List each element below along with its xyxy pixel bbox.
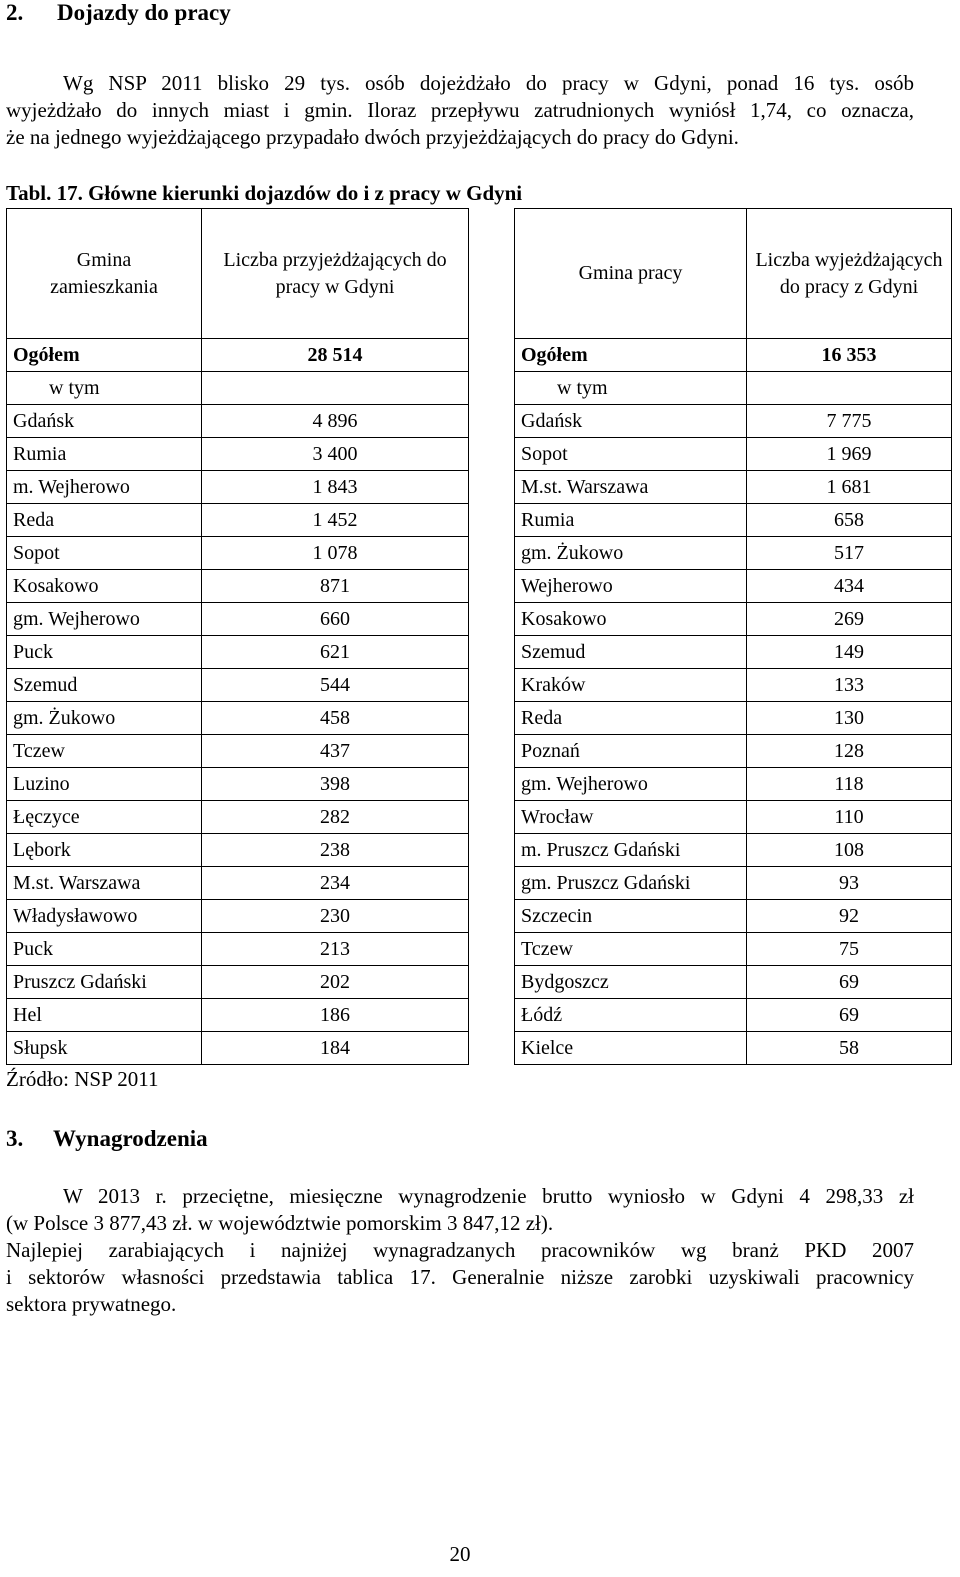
section-heading-3 [6, 1126, 208, 1152]
table-row [515, 471, 952, 504]
total-label: Ogółem [7, 339, 202, 372]
table-row [515, 603, 952, 636]
table-row [515, 999, 952, 1032]
total-value: 16 353 [747, 339, 952, 372]
row-name: Szemud [515, 636, 747, 669]
row-name: Łęczyce [7, 801, 202, 834]
table-row [7, 438, 469, 471]
table-row [515, 669, 952, 702]
table-row [515, 768, 952, 801]
row-value: 437 [202, 735, 469, 768]
table-row [515, 702, 952, 735]
row-value: 75 [747, 933, 952, 966]
table-row [7, 405, 469, 438]
row-value: 234 [202, 867, 469, 900]
row-name: gm. Wejherowo [7, 603, 202, 636]
commuters-in-table [6, 208, 469, 1065]
row-value: 69 [747, 966, 952, 999]
table-row [515, 735, 952, 768]
row-name: Władysławowo [7, 900, 202, 933]
row-value: 184 [202, 1032, 469, 1065]
table-row [7, 702, 469, 735]
table-row [7, 834, 469, 867]
table-row [515, 537, 952, 570]
row-value: 110 [747, 801, 952, 834]
row-value: 458 [202, 702, 469, 735]
table-row [7, 603, 469, 636]
row-name: Pruszcz Gdański [7, 966, 202, 999]
wages-line-2: (w Polsce 3 877,43 zł. w województwie pomorskim 3 847,12 zł). [6, 1211, 554, 1235]
row-name: Reda [7, 504, 202, 537]
row-name: Hel [7, 999, 202, 1032]
row-value: 202 [202, 966, 469, 999]
subtotal-row [515, 372, 952, 405]
row-name: Kielce [515, 1032, 747, 1065]
total-row [7, 339, 469, 372]
header-liczba-wyjezdzajacych: Liczba wyjeżdżających do pracy z Gdyni [747, 209, 952, 339]
table-header-row [515, 209, 952, 339]
row-value: 1 452 [202, 504, 469, 537]
table-row [7, 933, 469, 966]
wages-line-1: W 2013 r. przeciętne, miesięczne wynagrodzenie brutto wyniosło w Gdyni 4 298,33 zł [63, 1184, 914, 1208]
total-label: Ogółem [515, 339, 747, 372]
row-name: Poznań [515, 735, 747, 768]
row-name: Wejherowo [515, 570, 747, 603]
row-name: gm. Pruszcz Gdański [515, 867, 747, 900]
row-name: Puck [7, 933, 202, 966]
section-heading-2 [6, 0, 231, 26]
row-value: 133 [747, 669, 952, 702]
total-value: 28 514 [202, 339, 469, 372]
row-name: Rumia [515, 504, 747, 537]
table-row [515, 636, 952, 669]
row-name: Szczecin [515, 900, 747, 933]
row-name: m. Pruszcz Gdański [515, 834, 747, 867]
row-value: 238 [202, 834, 469, 867]
row-value: 1 969 [747, 438, 952, 471]
row-value: 4 896 [202, 405, 469, 438]
row-value: 213 [202, 933, 469, 966]
table-row [515, 933, 952, 966]
row-value: 130 [747, 702, 952, 735]
row-name: Kosakowo [515, 603, 747, 636]
table-row [515, 966, 952, 999]
table-row [7, 801, 469, 834]
sub-label: w tym [7, 372, 202, 405]
row-value: 434 [747, 570, 952, 603]
row-value: 230 [202, 900, 469, 933]
intro-line-1: Wg NSP 2011 blisko 29 tys. osób dojeżdżało do pracy w Gdyni, ponad 16 tys. osób [63, 71, 914, 95]
row-value: 517 [747, 537, 952, 570]
header-liczba-przyjezdzajacych: Liczba przyjeżdżających do pracy w Gdyni [202, 209, 469, 339]
table-row [515, 867, 952, 900]
table-row [515, 438, 952, 471]
section-number: 2. [6, 0, 24, 25]
row-value: 69 [747, 999, 952, 1032]
subtotal-row [7, 372, 469, 405]
table-row [515, 834, 952, 867]
row-value: 118 [747, 768, 952, 801]
row-name: Łódź [515, 999, 747, 1032]
table-row [7, 735, 469, 768]
table-row [515, 405, 952, 438]
table-source: Źródło: NSP 2011 [6, 1067, 159, 1091]
sub-empty [747, 372, 952, 405]
section-number: 3. [6, 1126, 24, 1151]
row-value: 871 [202, 570, 469, 603]
table-row [7, 999, 469, 1032]
row-name: Szemud [7, 669, 202, 702]
row-value: 269 [747, 603, 952, 636]
row-name: Lębork [7, 834, 202, 867]
page-number: 20 [449, 1542, 471, 1566]
row-value: 1 843 [202, 471, 469, 504]
row-name: M.st. Warszawa [7, 867, 202, 900]
table-row [7, 570, 469, 603]
total-row [515, 339, 952, 372]
row-value: 92 [747, 900, 952, 933]
table-row [7, 900, 469, 933]
table-caption: Tabl. 17. Główne kierunki dojazdów do i z pracy w Gdyni [6, 181, 523, 205]
row-value: 186 [202, 999, 469, 1032]
row-name: Kraków [515, 669, 747, 702]
intro-paragraph [6, 70, 914, 151]
row-name: M.st. Warszawa [515, 471, 747, 504]
section-title: Dojazdy do pracy [57, 0, 231, 25]
table-row [7, 669, 469, 702]
sub-empty [202, 372, 469, 405]
table-row [515, 504, 952, 537]
row-value: 93 [747, 867, 952, 900]
row-name: Gdańsk [7, 405, 202, 438]
sub-label: w tym [515, 372, 747, 405]
row-name: Sopot [7, 537, 202, 570]
row-value: 58 [747, 1032, 952, 1065]
row-value: 149 [747, 636, 952, 669]
wages-line-5: sektora prywatnego. [6, 1292, 177, 1316]
row-value: 1 681 [747, 471, 952, 504]
row-value: 282 [202, 801, 469, 834]
row-name: Sopot [515, 438, 747, 471]
row-name: Puck [7, 636, 202, 669]
table-row [7, 504, 469, 537]
row-value: 3 400 [202, 438, 469, 471]
intro-line-2: wyjeżdżało do innych miast i gmin. Iloraz przepływu zatrudnionych wyniósł 1,74, co oznacza, [6, 98, 914, 122]
row-name: Słupsk [7, 1032, 202, 1065]
row-value: 658 [747, 504, 952, 537]
row-name: Tczew [515, 933, 747, 966]
wages-line-3: Najlepiej zarabiających i najniżej wynagradzanych pracowników wg branż PKD 2007 [6, 1238, 914, 1262]
row-value: 7 775 [747, 405, 952, 438]
row-name: Reda [515, 702, 747, 735]
table-header-row [7, 209, 469, 339]
table-row [515, 570, 952, 603]
row-name: Luzino [7, 768, 202, 801]
row-name: m. Wejherowo [7, 471, 202, 504]
header-gmina-zamieszkania: Gmina zamieszkania [7, 209, 202, 339]
table-row [515, 1032, 952, 1065]
table-row [7, 636, 469, 669]
row-name: gm. Żukowo [7, 702, 202, 735]
row-name: gm. Żukowo [515, 537, 747, 570]
table-row [515, 900, 952, 933]
row-name: Rumia [7, 438, 202, 471]
header-gmina-pracy: Gmina pracy [515, 209, 747, 339]
table-row [7, 867, 469, 900]
table-row [7, 966, 469, 999]
intro-line-3: że na jednego wyjeżdżającego przypadało dwóch przyjeżdżających do pracy do Gdyni. [6, 125, 739, 149]
row-value: 128 [747, 735, 952, 768]
row-value: 544 [202, 669, 469, 702]
row-value: 660 [202, 603, 469, 636]
table-row [7, 768, 469, 801]
row-name: Wrocław [515, 801, 747, 834]
row-name: Gdańsk [515, 405, 747, 438]
commuters-out-table [514, 208, 952, 1065]
wages-paragraph [6, 1183, 914, 1318]
row-name: gm. Wejherowo [515, 768, 747, 801]
table-row [7, 1032, 469, 1065]
row-name: Kosakowo [7, 570, 202, 603]
row-value: 1 078 [202, 537, 469, 570]
section-title: Wynagrodzenia [53, 1126, 208, 1151]
row-name: Tczew [7, 735, 202, 768]
wages-line-4: i sektorów własności przedstawia tablica 17. Generalnie niższe zarobki uzyskiwali pracownicy [6, 1265, 914, 1289]
row-value: 398 [202, 768, 469, 801]
row-value: 108 [747, 834, 952, 867]
table-row [515, 801, 952, 834]
table-row [7, 537, 469, 570]
row-value: 621 [202, 636, 469, 669]
row-name: Bydgoszcz [515, 966, 747, 999]
table-row [7, 471, 469, 504]
